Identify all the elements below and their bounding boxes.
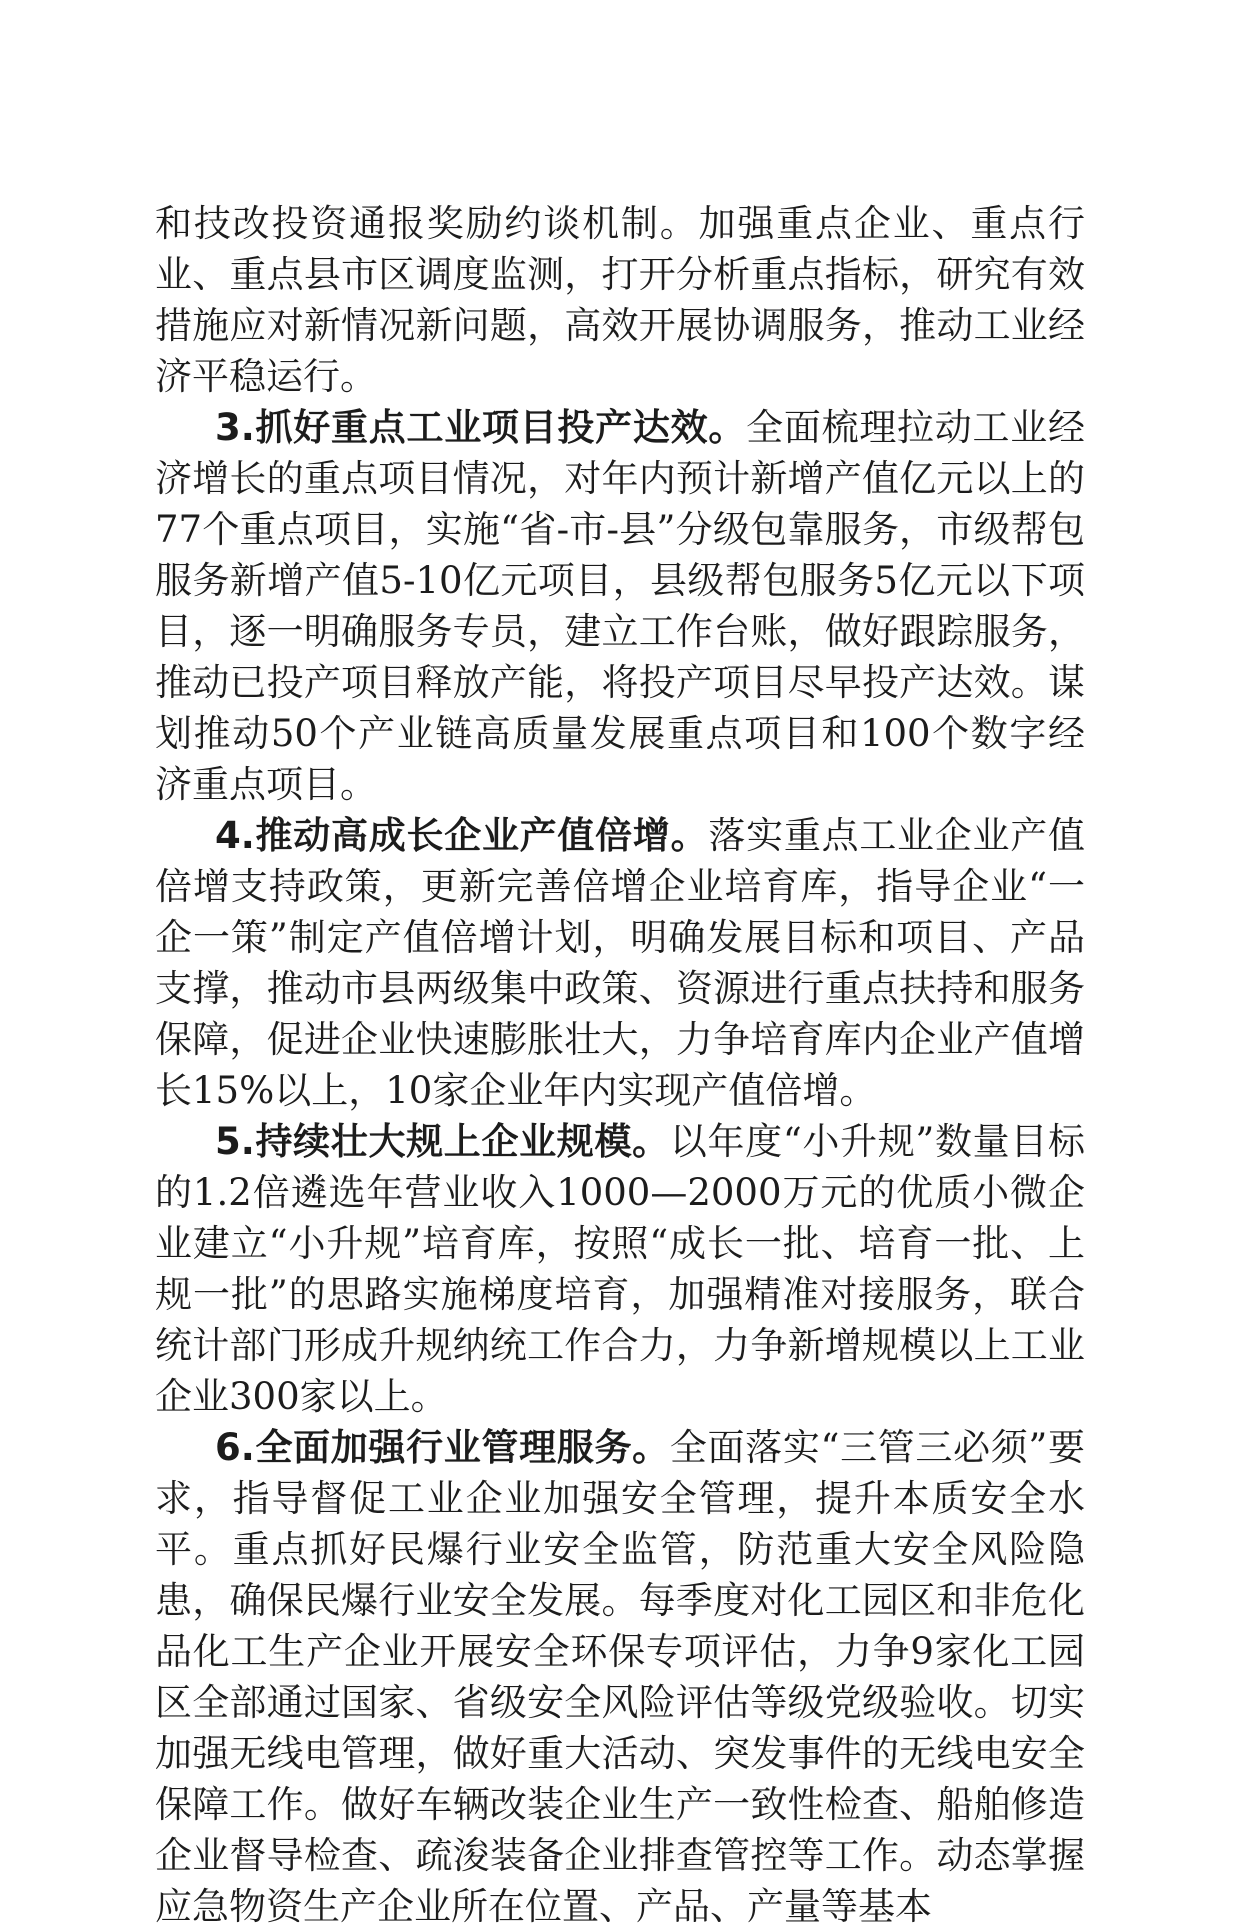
paragraph-text: 落实重点工业企业产值倍增支持政策，更新完善倍增企业培育库，指导企业“一企一策”制定产值倍增计划，明确发展目标和项目、产品支撑，推动市县两级集中政策、资源进行重点扶持和服务保障，促进企业快速膨胀壮大，力争培育库内企业产值增长15%以上，10家企业年内实现产值倍增。 xyxy=(155,814,1085,1112)
paragraph-text: 全面落实“三管三必须”要求，指导督促工业企业加强安全管理，提升本质安全水平。重点抓好民爆行业安全监管，防范重大安全风险隐患，确保民爆行业安全发展。每季度对化工园区和非危化品化工生产企业开展安全环保专项评估，力争9家化工园区全部通过国家、省级安全风险评估等级党级验收。切实加强无线电管理，做好重大活动、突发事件的无线电安全保障工作。做好车辆改装企业生产一致性检查、船舶修造企业督导检查、疏浚装备企业排查管控等工作。动态掌握应急物资生产企业所在位置、产品、产量等基本 xyxy=(155,1426,1085,1928)
paragraph-heading: 4.推动高成长企业产值倍增。 xyxy=(215,814,709,857)
paragraph-heading: 6.全面加强行业管理服务。 xyxy=(215,1426,670,1469)
paragraph-continuation xyxy=(155,198,1085,402)
paragraph-item-3 xyxy=(155,402,1085,810)
paragraph-text: 全面梳理拉动工业经济增长的重点项目情况，对年内预计新增产值亿元以上的77个重点项目，实施“省-市-县”分级包靠服务，市级帮包服务新增产值5-10亿元项目，县级帮包服务5亿元以下项目，逐一明确服务专员，建立工作台账，做好跟踪服务，推动已投产项目释放产能，将投产项目尽早投产达效。谋划推动50个产业链高质量发展重点项目和100个数字经济重点项目。 xyxy=(155,406,1085,806)
paragraph-item-5 xyxy=(155,1116,1085,1422)
paragraph-text: 以年度“小升规”数量目标的1.2倍遴选年营业收入1000—2000万元的优质小微企业建立“小升规”培育库，按照“成长一批、培育一批、上规一批”的思路实施梯度培育，加强精准对接服务，联合统计部门形成升规纳统工作合力，力争新增规模以上工业企业300家以上。 xyxy=(155,1120,1085,1418)
paragraph-heading: 3.抓好重点工业项目投产达效。 xyxy=(215,406,747,449)
paragraph-heading: 5.持续壮大规上企业规模。 xyxy=(215,1120,670,1163)
paragraph-text: 和技改投资通报奖励约谈机制。加强重点企业、重点行业、重点县市区调度监测，打开分析重点指标，研究有效措施应对新情况新问题，高效开展协调服务，推动工业经济平稳运行。 xyxy=(155,202,1085,398)
document-body xyxy=(155,198,1085,1932)
paragraph-item-4 xyxy=(155,810,1085,1116)
paragraph-item-6 xyxy=(155,1422,1085,1932)
